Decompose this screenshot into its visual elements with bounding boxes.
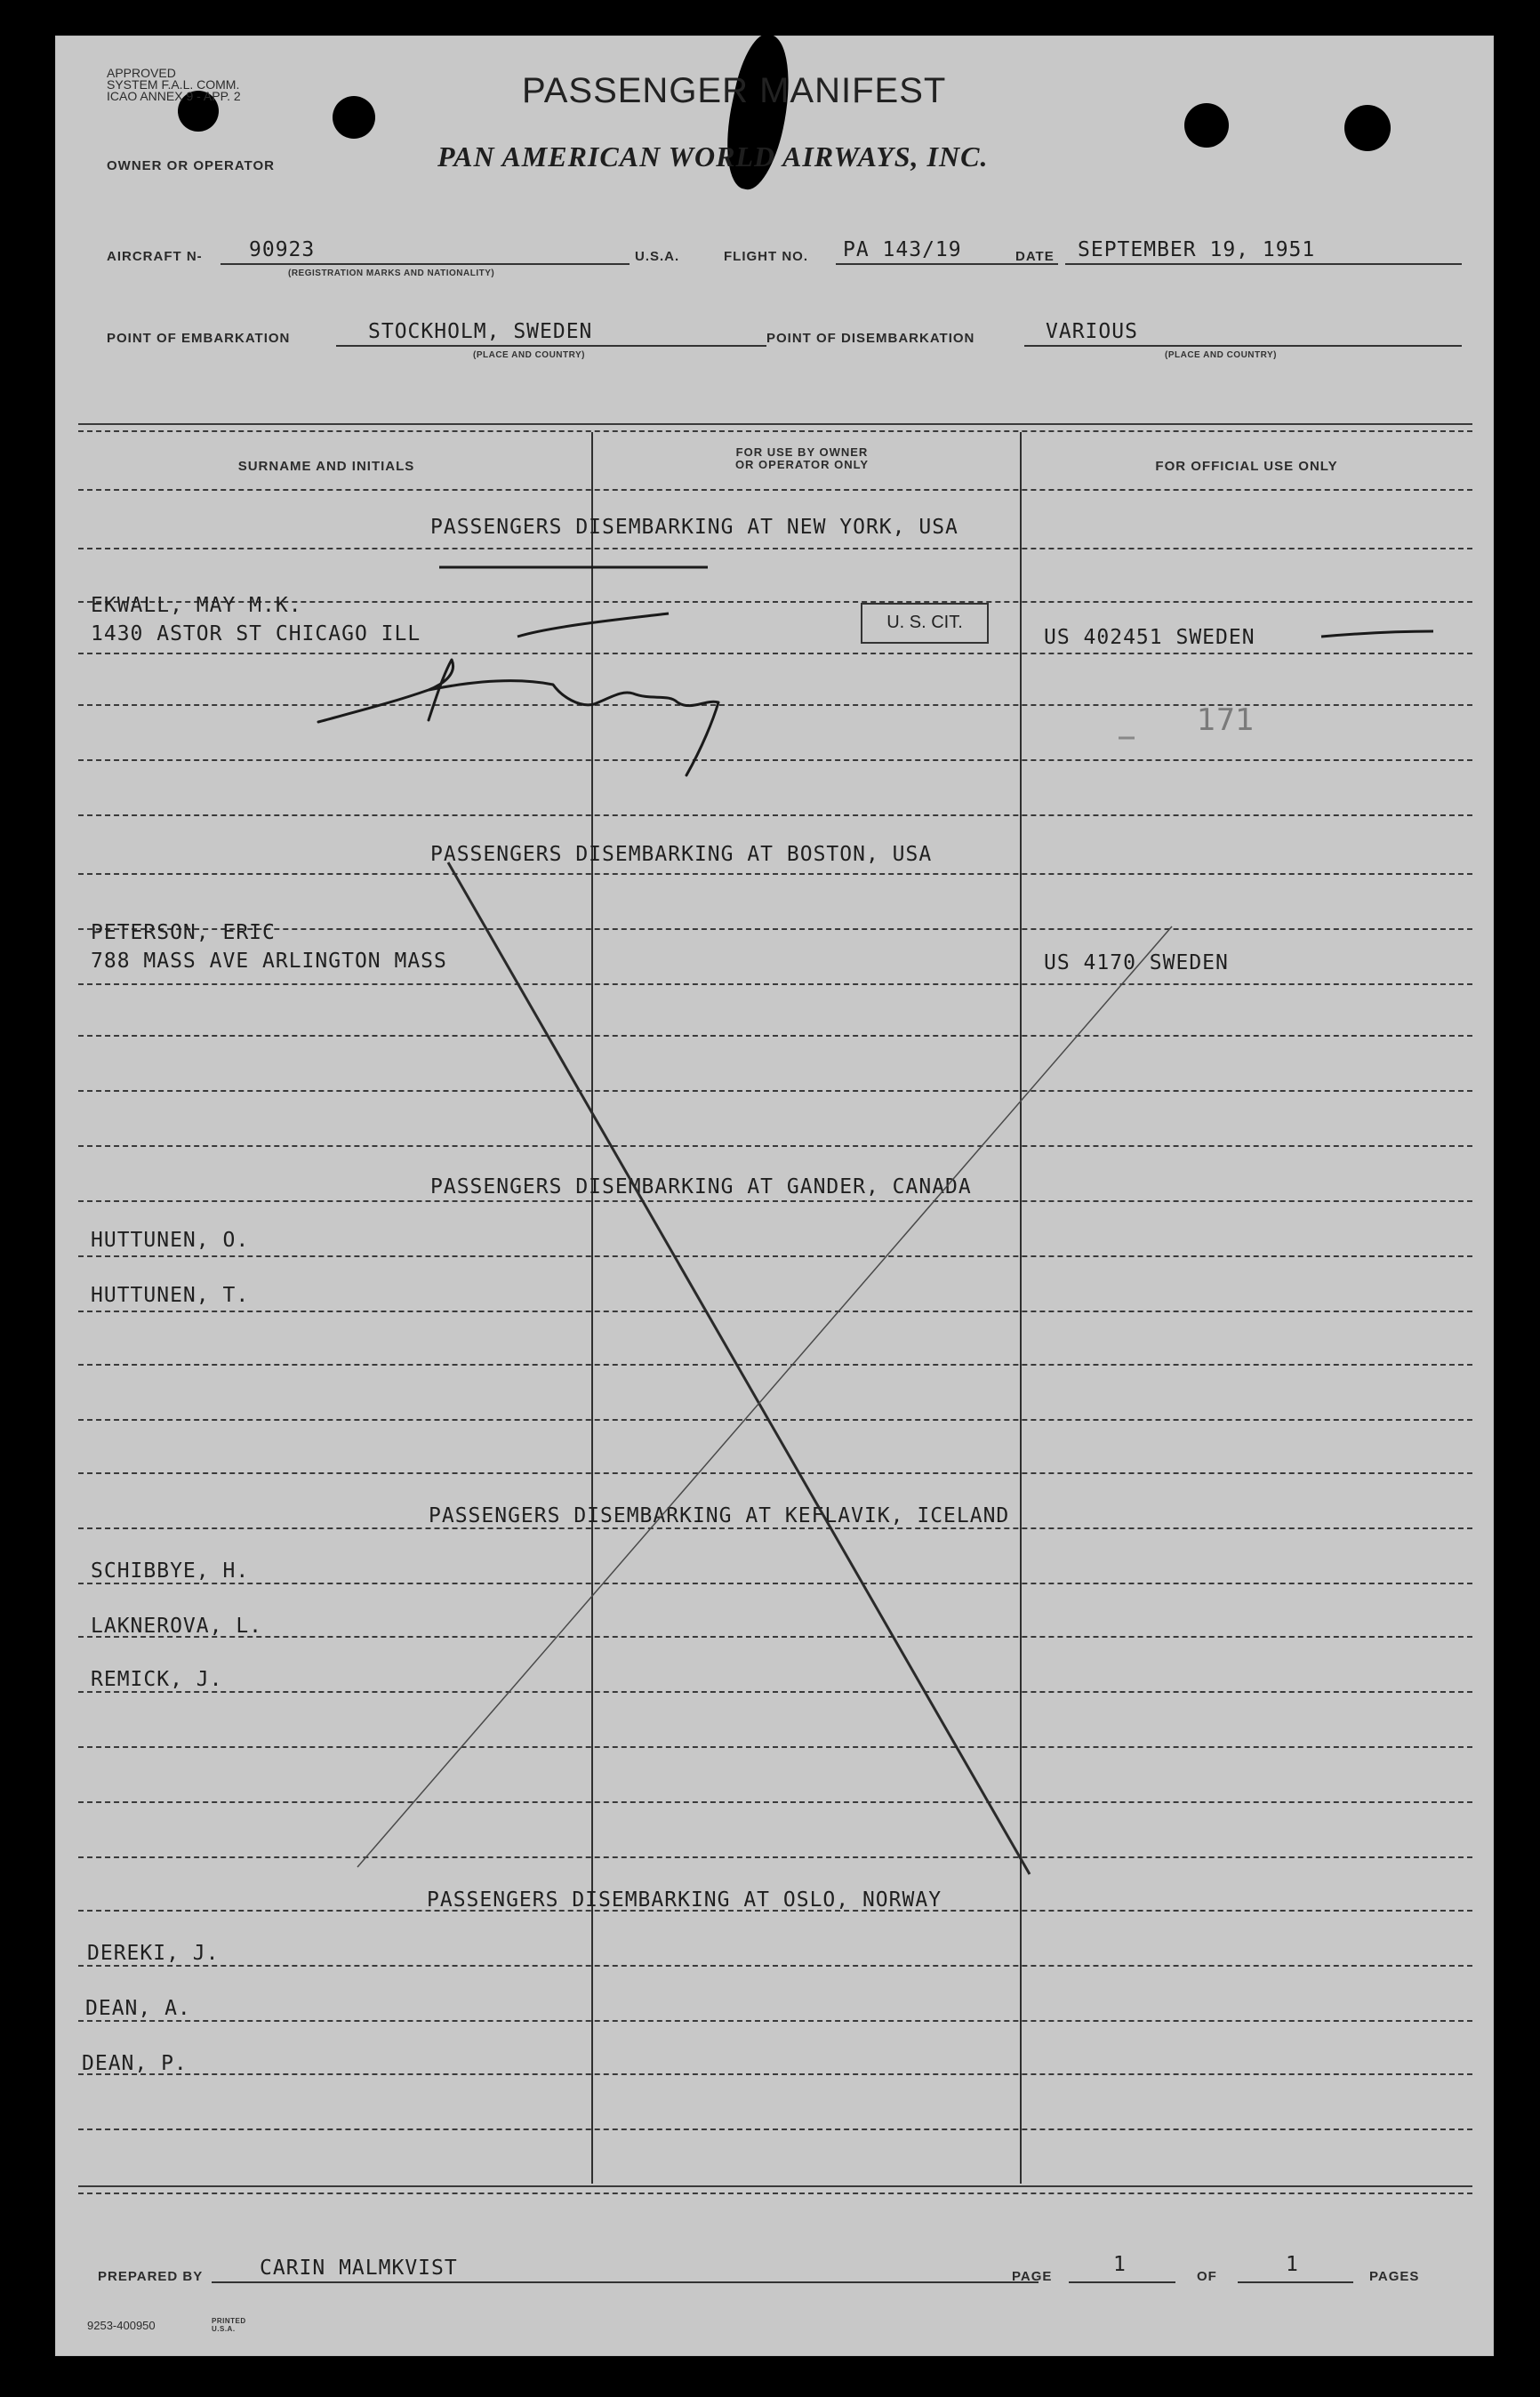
of-label: OF <box>1197 2269 1217 2284</box>
passenger-official-entry: US 402451 SWEDEN <box>1044 626 1255 649</box>
section-heading-gander: PASSENGERS DISEMBARKING AT GANDER, CANADA <box>430 1175 972 1198</box>
disembark-label: POINT OF DISEMBARKATION <box>766 331 975 346</box>
page-value: 1 <box>1113 2253 1127 2276</box>
pencil-number: 171 <box>1197 702 1255 738</box>
embark-value: STOCKHOLM, SWEDEN <box>368 320 593 343</box>
passenger-name: EKWALL, MAY M.K. <box>91 594 302 617</box>
date-label: DATE <box>1015 249 1055 264</box>
passenger-name: LAKNEROVA, L. <box>91 1615 263 1638</box>
pen-stroke <box>1321 631 1433 637</box>
owner-value: PAN AMERICAN WORLD AIRWAYS, INC. <box>437 140 989 172</box>
passenger-official-entry: US 4170 SWEDEN <box>1044 951 1229 974</box>
passenger-name: HUTTUNEN, O. <box>91 1229 250 1252</box>
column-header-owner-use: FOR USE BY OWNER OR OPERATOR ONLY <box>734 445 870 471</box>
page-title: PASSENGER MANIFEST <box>522 71 947 110</box>
cross-out-line <box>357 926 1172 1867</box>
aircraft-sublabel: (REGISTRATION MARKS AND NATIONALITY) <box>288 269 495 278</box>
signature <box>318 660 718 775</box>
date-value: SEPTEMBER 19, 1951 <box>1078 238 1316 261</box>
passenger-name: PETERSON, ERIC <box>91 921 276 944</box>
aircraft-value: 90923 <box>249 238 316 261</box>
manifest-page <box>55 36 1494 2356</box>
passenger-name: DEAN, A. <box>85 1997 191 2020</box>
passenger-address: 788 MASS AVE ARLINGTON MASS <box>91 950 447 973</box>
embark-label: POINT OF EMBARKATION <box>107 331 291 346</box>
passenger-name: DEREKI, J. <box>87 1942 220 1965</box>
section-heading-keflavik: PASSENGERS DISEMBARKING AT KEFLAVIK, ICELAND <box>429 1504 1010 1527</box>
embark-sublabel: (PLACE AND COUNTRY) <box>473 350 585 360</box>
column-header-official: FOR OFFICIAL USE ONLY <box>1155 459 1338 474</box>
approval-note: APPROVED SYSTEM F.A.L. COMM. ICAO ANNEX 9 - APP. 2 <box>107 66 241 103</box>
pages-label: PAGES <box>1369 2269 1420 2284</box>
passenger-name: HUTTUNEN, T. <box>91 1284 250 1307</box>
usa-label: U.S.A. <box>635 249 680 264</box>
section-heading-oslo: PASSENGERS DISEMBARKING AT OSLO, NORWAY <box>427 1888 942 1912</box>
pen-stroke <box>517 613 669 637</box>
passenger-name: DEAN, P. <box>82 2052 188 2075</box>
printer-mark: PRINTED U.S.A. <box>212 2317 246 2333</box>
column-header-surname: SURNAME AND INITIALS <box>237 459 415 474</box>
of-value: 1 <box>1286 2253 1299 2276</box>
prepared-by-value: CARIN MALMKVIST <box>260 2257 458 2280</box>
disembark-value: VARIOUS <box>1046 320 1138 343</box>
flight-value: PA 143/19 <box>843 238 962 261</box>
disembark-sublabel: (PLACE AND COUNTRY) <box>1165 350 1277 360</box>
flight-label: FLIGHT NO. <box>724 249 808 264</box>
cross-out-line <box>448 862 1030 1874</box>
section-heading-boston: PASSENGERS DISEMBARKING AT BOSTON, USA <box>430 843 933 866</box>
us-citizen-stamp: U. S. CIT. <box>861 603 989 644</box>
pen-marks <box>55 36 1494 2356</box>
prepared-by-label: PREPARED BY <box>98 2269 204 2284</box>
page-label: PAGE <box>1012 2269 1053 2284</box>
form-number: 9253-400950 <box>87 2319 156 2332</box>
section-heading-new-york: PASSENGERS DISEMBARKING AT NEW YORK, USA <box>430 516 958 539</box>
owner-label: OWNER OR OPERATOR <box>107 158 275 173</box>
passenger-name: REMICK, J. <box>91 1668 223 1691</box>
passenger-name: SCHIBBYE, H. <box>91 1559 250 1583</box>
passenger-address: 1430 ASTOR ST CHICAGO ILL <box>91 622 421 645</box>
aircraft-label: AIRCRAFT N- <box>107 249 203 264</box>
